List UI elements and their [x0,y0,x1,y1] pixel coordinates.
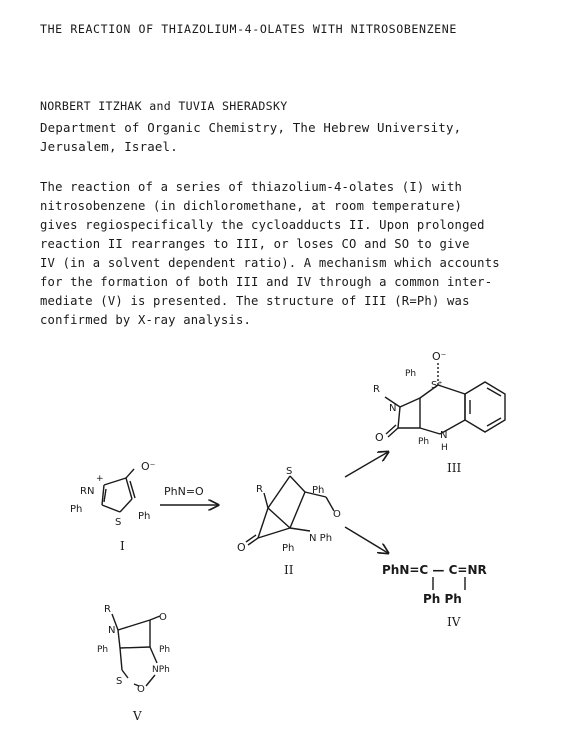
compound-III-n: N [389,403,397,414]
compound-I-rn: RN [80,486,95,497]
compound-V-o-ring: O [137,684,145,695]
compound-I-s: S [115,517,122,528]
compound-III-o-minus: O⁻ [432,350,447,363]
arrow-to-III [345,452,388,477]
compound-II-o: O [237,541,246,554]
compound-III-r: R [373,384,380,395]
compound-V-s: S [116,676,123,687]
compound-V-n: N [108,625,116,636]
compound-III-ph-bottom: Ph [418,437,430,447]
compound-label-V: V [133,709,142,723]
abstract-line-5: IV (in a solvent dependent ratio). A mechanism which accounts [40,256,500,270]
arrow-to-IV [345,527,388,553]
compound-III-s-plus: S⁺ [431,380,443,391]
compound-V-o: O [159,612,167,623]
compound-II-s: S [286,466,293,477]
compound-V-r: R [104,604,111,615]
abstract-line-7: mediate (V) is presented. The structure of III (R=Ph) was [40,294,470,308]
compound-label-III: III [447,461,462,475]
reagent-label: PhN=O [164,485,204,498]
compound-II-ph-top: Ph [312,485,325,496]
compound-III-o: O [375,431,384,444]
compound-II-r: R [256,484,263,495]
compound-I-ph-left: Ph [70,504,83,515]
abstract-line-2: nitrosobenzene (in dichloromethane, at room temperature) [40,199,463,213]
compound-IV-bottom: Ph Ph [423,592,462,606]
abstract-line-3: gives regiospecifically the cycloadducts II. Upon prolonged [40,218,485,232]
compound-V-nph: NPh [152,665,170,675]
compound-III-structure [385,362,505,437]
abstract-line-1: The reaction of a series of thiazolium-4-olates (I) with [40,180,463,194]
authors: NORBERT ITZHAK and TUVIA SHERADSKY [40,99,288,113]
compound-II-nph: N Ph [309,533,333,544]
abstract-line-6: for the formation of both III and IV through a common inter- [40,275,493,289]
compound-II-ph-bottom: Ph [282,543,295,554]
compound-label-IV: IV [447,615,461,629]
compound-I-plus: + [96,474,104,484]
abstract-line-8: confirmed by X-ray analysis. [40,313,252,327]
compound-I-structure [102,469,135,512]
affiliation-line-2: Jerusalem, Israel. [40,139,178,154]
compound-V-ph-right: Ph [159,645,171,655]
compound-V-ph-left: Ph [97,645,109,655]
compound-label-I: I [120,539,125,553]
compound-label-II: II [284,563,294,577]
compound-IV-top: PhN=C — C=NR [382,563,487,577]
compound-I-ph-right: Ph [138,511,151,522]
compound-III-h: H [441,443,448,453]
compound-III-ph-top: Ph [405,369,417,379]
compound-I-o-minus: O⁻ [141,460,156,473]
affiliation-line-1: Department of Organic Chemistry, The Hebrew University, [40,120,462,135]
compound-II-o-ring: O [333,509,341,520]
paper-title: THE REACTION OF THIAZOLIUM-4-OLATES WITH NITROSOBENZENE [40,22,457,36]
abstract-line-4: reaction II rearranges to III, or loses CO and SO to give [40,237,470,251]
compound-III-n-ring: N [440,430,448,441]
